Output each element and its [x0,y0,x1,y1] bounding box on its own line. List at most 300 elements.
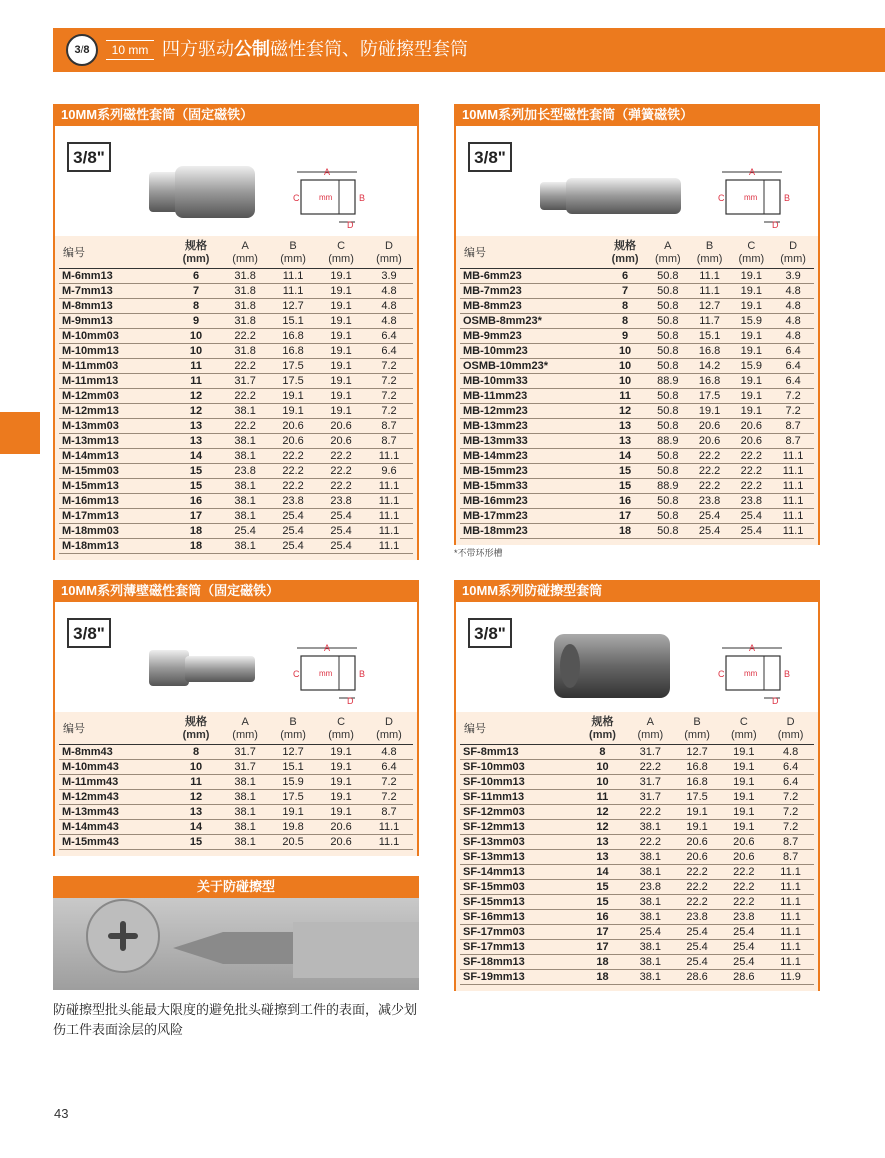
part-number-cell: M-9mm13 [59,314,171,329]
table-row [59,404,413,419]
table-row [59,745,413,760]
spec-cell: 14 [603,449,647,464]
spec-cell: 38.1 [627,850,674,865]
spec-cell: 25.4 [689,524,731,539]
spec-cell: 18 [603,524,647,539]
part-number-cell: M-10mm43 [59,760,171,775]
column-header: C (mm) [317,716,365,745]
table-row [460,284,814,299]
spec-cell: 16 [603,494,647,509]
spec-cell: 8.7 [365,805,413,820]
part-number-cell: M-12mm13 [59,404,171,419]
table-row [59,374,413,389]
spec-cell: 17.5 [269,359,317,374]
dim-c-label: C [293,669,300,679]
spec-cell: 4.8 [365,745,413,760]
spec-cell: 8 [603,299,647,314]
spec-cell: 14.2 [689,359,731,374]
part-number-cell: M-13mm03 [59,419,171,434]
part-number-cell: SF-17mm03 [460,925,578,940]
dim-c-label: C [293,193,300,203]
spec-cell: 16.8 [674,775,721,790]
part-number-cell: SF-19mm13 [460,970,578,985]
part-number-cell: MB-9mm23 [460,329,603,344]
spec-cell: 10 [603,374,647,389]
column-header: D (mm) [365,240,413,269]
table-row [59,835,413,850]
spec-cell: 31.7 [627,790,674,805]
spec-cell: 8 [578,745,627,760]
panel-thin-wall [53,580,419,856]
spec-cell: 20.6 [720,835,767,850]
table-row [460,745,814,760]
column-header: D (mm) [772,240,814,269]
spec-cell: 38.1 [221,449,269,464]
spec-cell: 11.1 [365,820,413,835]
spec-cell: 31.7 [221,374,269,389]
table-row [460,524,814,539]
spec-cell: 11.9 [767,970,814,985]
spec-cell: 19.8 [269,820,317,835]
spec-cell: 15 [578,880,627,895]
drive-size-tag: 3/8" [468,142,512,172]
spec-cell: 11 [171,359,221,374]
table-row [59,359,413,374]
spec-cell: 22.2 [627,835,674,850]
dimension-diagram-svg [289,642,369,704]
spec-cell: 19.1 [317,760,365,775]
spec-cell: 7.2 [365,775,413,790]
socket-image [552,630,672,702]
socket-image [145,162,265,222]
part-number-cell: M-7mm13 [59,284,171,299]
part-number-cell: SF-8mm13 [460,745,578,760]
dimension-diagram-svg [714,642,794,704]
spec-cell: 20.6 [674,835,721,850]
header-size-label: 10 mm [106,40,154,60]
spec-cell: 20.6 [674,850,721,865]
column-header: A (mm) [647,240,689,269]
spec-cell: 6.4 [767,775,814,790]
spec-cell: 16.8 [689,344,731,359]
spec-cell: 88.9 [647,374,689,389]
table-row [460,404,814,419]
part-number-cell: SF-13mm13 [460,850,578,865]
column-header: 规格 (mm) [603,240,647,269]
spec-cell: 50.8 [647,494,689,509]
table-row [460,880,814,895]
spec-cell: 12 [171,389,221,404]
table-row [59,269,413,284]
table-row [460,835,814,850]
anti-scratch-title: 关于防碰擦型 [53,876,419,898]
spec-cell: 22.2 [221,359,269,374]
part-number-cell: M-14mm43 [59,820,171,835]
spec-cell: 23.8 [689,494,731,509]
part-number-cell: MB-14mm23 [460,449,603,464]
part-number-cell: OSMB-10mm23* [460,359,603,374]
panel-title: 10MM系列加长型磁性套筒（弹簧磁铁） [456,104,818,126]
spec-cell: 38.1 [627,895,674,910]
socket-image [536,176,686,216]
spec-cell: 4.8 [772,314,814,329]
spec-cell: 17 [578,940,627,955]
spec-cell: 18 [171,524,221,539]
spec-table [460,716,814,985]
spec-cell: 50.8 [647,464,689,479]
spec-cell: 4.8 [772,284,814,299]
spec-cell: 8.7 [767,850,814,865]
part-number-cell: M-16mm13 [59,494,171,509]
spec-cell: 25.4 [317,539,365,554]
part-number-cell: M-8mm43 [59,745,171,760]
spec-cell: 13 [171,419,221,434]
part-number-cell: SF-11mm13 [460,790,578,805]
spec-cell: 8.7 [772,434,814,449]
spec-cell: 25.4 [674,955,721,970]
column-header: B (mm) [269,716,317,745]
spec-cell: 20.6 [317,820,365,835]
spec-cell: 8.7 [767,835,814,850]
spec-cell: 38.1 [221,479,269,494]
spec-cell: 10 [603,359,647,374]
spec-cell: 22.2 [627,760,674,775]
spec-cell: 23.8 [627,880,674,895]
spec-cell: 12.7 [269,299,317,314]
spec-cell: 19.1 [317,299,365,314]
spec-cell: 4.8 [772,299,814,314]
spec-cell: 11.1 [772,449,814,464]
spec-cell: 38.1 [221,820,269,835]
spec-cell: 28.6 [674,970,721,985]
spec-cell: 23.8 [221,464,269,479]
dimension-diagram-svg [289,166,369,228]
spec-cell: 15.1 [269,760,317,775]
dim-b-label: B [784,193,791,203]
column-header: A (mm) [221,716,269,745]
spec-cell: 7.2 [772,404,814,419]
table-row [460,925,814,940]
part-number-cell: SF-12mm03 [460,805,578,820]
spec-cell: 18 [578,970,627,985]
spec-cell: 3.9 [365,269,413,284]
spec-cell: 15 [578,895,627,910]
spec-cell: 15.9 [730,314,772,329]
spec-cell: 12 [578,820,627,835]
spec-cell: 22.2 [720,865,767,880]
dim-a-label: A [748,167,756,177]
spec-cell: 19.1 [317,790,365,805]
column-header: B (mm) [674,716,721,745]
spec-cell: 22.2 [317,479,365,494]
spec-cell: 13 [603,434,647,449]
table-row [460,449,814,464]
badge-denominator: 8 [83,44,90,56]
spec-cell: 11.1 [767,895,814,910]
dim-b-label: B [359,669,366,679]
spec-cell: 11.1 [365,494,413,509]
spec-cell: 19.1 [317,284,365,299]
spec-cell: 25.4 [627,925,674,940]
spec-cell: 19.1 [730,329,772,344]
table-header-row [460,240,814,269]
part-number-cell: M-10mm03 [59,329,171,344]
table-row [59,344,413,359]
table-row [59,760,413,775]
spec-cell: 17 [603,509,647,524]
part-number-cell: M-15mm43 [59,835,171,850]
spec-cell: 16.8 [689,374,731,389]
dimension-diagram-svg [714,166,794,228]
spec-cell: 23.8 [720,910,767,925]
spec-cell: 17 [578,925,627,940]
part-number-cell: M-18mm03 [59,524,171,539]
spec-cell: 11.1 [767,955,814,970]
spec-cell: 25.4 [269,509,317,524]
part-number-cell: SF-16mm13 [460,910,578,925]
part-number-cell: MB-16mm23 [460,494,603,509]
spec-cell: 7 [171,284,221,299]
table-row [59,314,413,329]
part-number-cell: OSMB-8mm23* [460,314,603,329]
spec-cell: 19.1 [317,329,365,344]
spec-cell: 50.8 [647,449,689,464]
spec-cell: 6 [603,269,647,284]
spec-cell: 10 [578,760,627,775]
spec-cell: 11 [603,389,647,404]
spec-cell: 12 [171,404,221,419]
part-number-cell: M-11mm43 [59,775,171,790]
spec-cell: 50.8 [647,404,689,419]
table-row [59,449,413,464]
spec-cell: 16.8 [269,329,317,344]
spec-cell: 13 [171,805,221,820]
footnote: *不带环形槽 [454,548,503,558]
spec-cell: 4.8 [365,284,413,299]
table-row [460,494,814,509]
spec-cell: 25.4 [674,940,721,955]
dim-d-label: D [772,220,779,228]
spec-cell: 38.1 [627,865,674,880]
spec-table-area [55,236,417,560]
spec-cell: 22.2 [674,880,721,895]
spec-cell: 7.2 [767,820,814,835]
spec-cell: 19.1 [317,374,365,389]
spec-cell: 16 [171,494,221,509]
spec-cell: 50.8 [647,509,689,524]
product-image-area [456,126,818,236]
table-row [460,419,814,434]
spec-cell: 15 [171,464,221,479]
spec-cell: 38.1 [221,805,269,820]
spec-cell: 38.1 [221,835,269,850]
dimension-diagram [714,166,794,233]
panel-extended-spring [454,104,820,545]
spec-cell: 38.1 [627,955,674,970]
spec-cell: 11.1 [772,509,814,524]
table-row [59,494,413,509]
spec-cell: 50.8 [647,284,689,299]
part-number-cell: MB-15mm23 [460,464,603,479]
spec-cell: 20.6 [269,419,317,434]
part-number-cell: MB-15mm33 [460,479,603,494]
spec-cell: 20.6 [730,434,772,449]
spec-cell: 12 [603,404,647,419]
part-number-cell: MB-12mm23 [460,404,603,419]
column-header: 规格 (mm) [578,716,627,745]
spec-cell: 19.1 [269,404,317,419]
spec-cell: 19.1 [317,314,365,329]
table-row [59,539,413,554]
table-row [59,464,413,479]
column-header: 编号 [59,716,171,745]
spec-cell: 4.8 [365,299,413,314]
spec-cell: 11.1 [772,524,814,539]
table-row [59,805,413,820]
spec-cell: 20.5 [269,835,317,850]
spec-cell: 9 [603,329,647,344]
part-number-cell: M-10mm13 [59,344,171,359]
table-row [460,805,814,820]
spec-cell: 15 [603,479,647,494]
spec-cell: 7.2 [365,359,413,374]
spec-cell: 6 [171,269,221,284]
spec-cell: 31.8 [221,314,269,329]
spec-cell: 11.1 [689,284,731,299]
table-row [59,329,413,344]
spec-cell: 11.1 [689,269,731,284]
spec-cell: 38.1 [221,434,269,449]
spec-cell: 19.1 [674,805,721,820]
spec-cell: 20.6 [317,835,365,850]
part-number-cell: M-12mm43 [59,790,171,805]
table-row [460,464,814,479]
spec-cell: 6.4 [772,359,814,374]
table-row [59,389,413,404]
part-number-cell: M-15mm13 [59,479,171,494]
part-number-cell: M-12mm03 [59,389,171,404]
spec-cell: 14 [578,865,627,880]
spec-cell: 15 [603,464,647,479]
table-row [59,790,413,805]
spec-cell: 17.5 [269,374,317,389]
spec-cell: 50.8 [647,344,689,359]
spec-cell: 11.7 [689,314,731,329]
spec-cell: 17.5 [269,790,317,805]
spec-cell: 22.2 [720,895,767,910]
table-row [59,509,413,524]
spec-cell: 19.1 [317,745,365,760]
spec-cell: 25.4 [720,955,767,970]
spec-cell: 31.8 [221,299,269,314]
spec-cell: 25.4 [221,524,269,539]
part-number-cell: MB-18mm23 [460,524,603,539]
spec-cell: 19.1 [730,299,772,314]
part-number-cell: M-11mm03 [59,359,171,374]
spec-cell: 50.8 [647,359,689,374]
spec-cell: 13 [578,835,627,850]
spec-cell: 7.2 [365,374,413,389]
spec-cell: 4.8 [767,745,814,760]
column-header: A (mm) [221,240,269,269]
table-row [460,940,814,955]
column-header: 编号 [460,716,578,745]
table-row [460,955,814,970]
spec-cell: 22.2 [689,479,731,494]
spec-cell: 20.6 [317,419,365,434]
column-header: 规格 (mm) [171,716,221,745]
part-number-cell: SF-17mm13 [460,940,578,955]
spec-table [59,716,413,850]
spec-cell: 11.1 [365,449,413,464]
spec-cell: 25.4 [674,925,721,940]
badge-numerator: 3 [74,44,81,56]
spec-cell: 20.6 [720,850,767,865]
table-row [460,434,814,449]
spec-cell: 17 [171,509,221,524]
part-number-cell: SF-10mm03 [460,760,578,775]
spec-cell: 50.8 [647,299,689,314]
table-row [460,509,814,524]
spec-cell: 12 [578,805,627,820]
column-header: D (mm) [767,716,814,745]
spec-cell: 9 [171,314,221,329]
table-row [460,374,814,389]
spec-cell: 22.2 [221,419,269,434]
table-row [460,790,814,805]
spec-cell: 23.8 [730,494,772,509]
spec-cell: 7.2 [767,805,814,820]
spec-cell: 31.8 [221,284,269,299]
spec-cell: 10 [171,329,221,344]
part-number-cell: M-13mm13 [59,434,171,449]
spec-cell: 7.2 [365,404,413,419]
spec-cell: 19.1 [317,404,365,419]
spec-cell: 19.1 [317,359,365,374]
anti-scratch-photo [53,898,419,990]
spec-cell: 19.1 [317,269,365,284]
spec-cell: 50.8 [647,329,689,344]
table-row [59,775,413,790]
spec-cell: 7.2 [365,389,413,404]
spec-cell: 3.9 [772,269,814,284]
spec-cell: 12.7 [674,745,721,760]
dim-c-label: C [718,669,725,679]
table-header-row [59,240,413,269]
spec-cell: 22.2 [689,464,731,479]
spec-cell: 4.8 [365,314,413,329]
part-number-cell: MB-10mm33 [460,374,603,389]
spec-cell: 38.1 [627,910,674,925]
table-row [460,760,814,775]
spec-cell: 6.4 [365,760,413,775]
spec-cell: 17.5 [689,389,731,404]
table-row [460,850,814,865]
part-number-cell: M-6mm13 [59,269,171,284]
dimension-diagram [714,642,794,709]
spec-cell: 8.7 [365,434,413,449]
part-number-cell: M-14mm13 [59,449,171,464]
part-number-cell: SF-15mm13 [460,895,578,910]
anti-scratch-description: 防碰擦型批头能最大限度的避免批头碰擦到工件的表面，减少划伤工件表面涂层的风险 [53,1002,418,1037]
table-row [460,389,814,404]
spec-cell: 20.6 [317,434,365,449]
spec-cell: 25.4 [317,509,365,524]
product-image-area [55,126,417,236]
spec-cell: 22.2 [317,449,365,464]
table-row [59,434,413,449]
spec-cell: 22.2 [317,464,365,479]
